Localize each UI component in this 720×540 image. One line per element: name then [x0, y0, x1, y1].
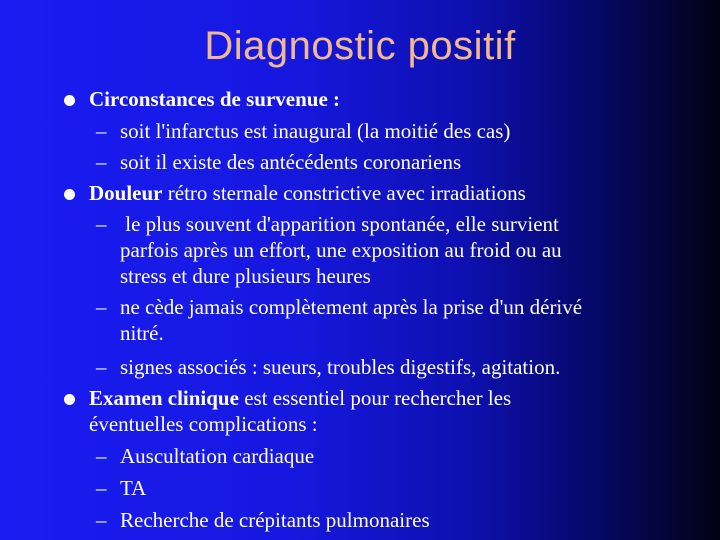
sub-item-text: soit l'infarctus est inaugural (la moitié des cas) [120, 119, 511, 143]
sub-item-text: le plus souvent d'apparition spontanée, elle survient [120, 212, 559, 236]
slide-title: Diagnostic positif [204, 24, 516, 68]
sub-item-text: soit il existe des antécédents coronariens [120, 150, 462, 174]
bullet-text: éventuelles complications : [89, 412, 318, 436]
dash-icon: – [96, 508, 107, 532]
dash-icon: – [96, 150, 107, 174]
sub-item-text: signes associés : sueurs, troubles digestifs, agitation. [120, 355, 561, 379]
sub-item-text: Recherche de crépitants pulmonaires [120, 508, 430, 532]
dash-icon: – [96, 212, 107, 236]
bullet-text: rétro sternale constrictive avec irradiations [162, 181, 526, 205]
sub-item-text: Auscultation cardiaque [120, 444, 315, 468]
dash-icon: – [96, 295, 107, 319]
sub-item-text: parfois après un effort, une exposition au froid ou au [120, 238, 562, 262]
bullet-text: est essentiel pour rechercher les [238, 386, 512, 410]
bullet-dot-icon [64, 95, 75, 106]
bullet-dot-icon [64, 394, 75, 405]
bullet-bold-text: Douleur [89, 181, 163, 205]
sub-item-text: ne cède jamais complètement après la prise d'un dérivé [120, 295, 583, 319]
dash-icon: – [96, 355, 107, 379]
dash-icon: – [96, 476, 107, 500]
bullet-dot-icon [64, 189, 75, 200]
sub-item-text: nitré. [120, 321, 164, 345]
dash-icon: – [96, 119, 107, 143]
bullet-bold-text: Examen clinique [89, 386, 239, 410]
bullet-bold-text: Circonstances de survenue : [89, 87, 341, 111]
sub-item-text: stress et dure plusieurs heures [120, 264, 371, 288]
sub-item-text: TA [120, 476, 147, 500]
dash-icon: – [96, 444, 107, 468]
